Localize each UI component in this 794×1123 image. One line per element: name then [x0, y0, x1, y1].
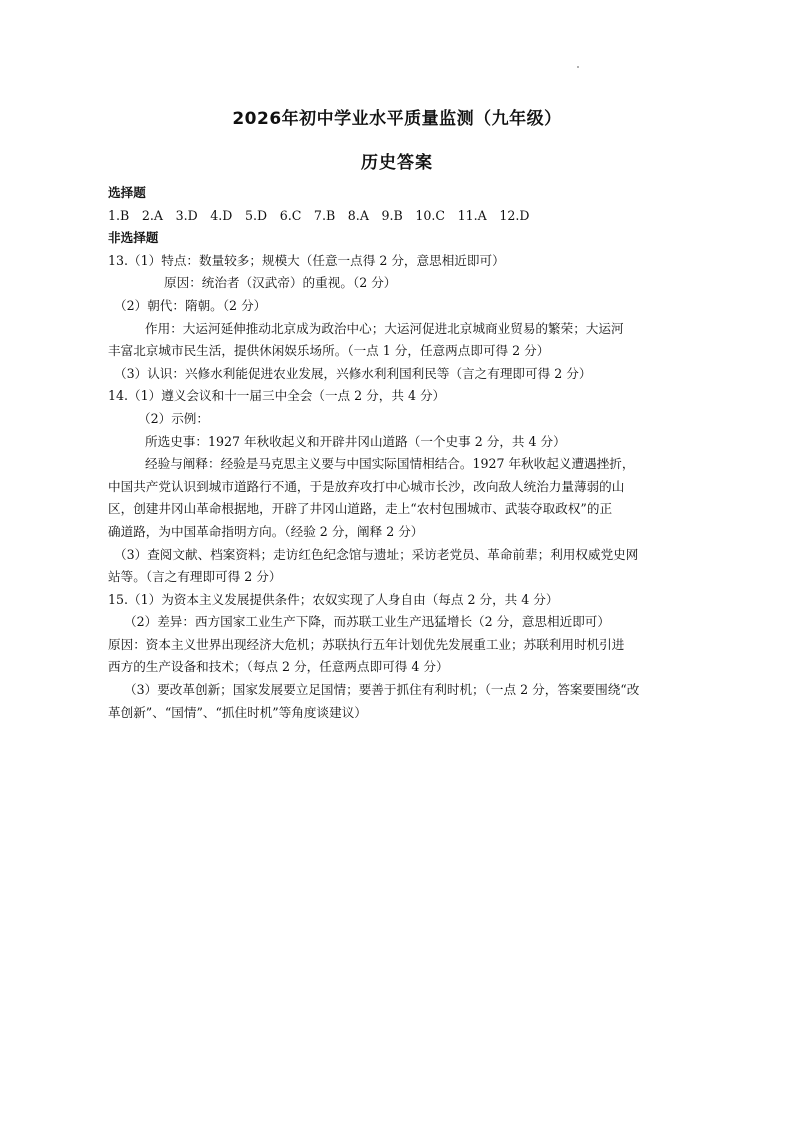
answer-line: 站等。（言之有理即可得 2 分） — [108, 569, 282, 585]
answer-line: 西方的生产设备和技术；（每点 2 分，任意两点即可得 4 分） — [108, 659, 449, 675]
page-subtitle: 历史答案 — [361, 153, 433, 173]
answer-line: 13.（1）特点：数量较多；规模大（任意一点得 2 分，意思相近即可） — [108, 252, 505, 268]
answer-line: 确道路，为中国革命指明方向。（经验 2 分，阐释 2 分） — [108, 523, 424, 539]
answer-line: 15.（1）为资本主义发展提供条件；农奴实现了人身自由（每点 2 分，共 4 分） — [108, 591, 559, 607]
answer-line: 经验与阐释：经验是马克思主义要与中国实际国情相结合。1927 年秋收起义遭遇挫折， — [145, 456, 635, 472]
answer-line: 中国共产党认识到城市道路行不通，于是放弃攻打中心城市长沙，改向敌人统治力量薄弱的山 — [108, 478, 625, 494]
answer-line: （2）差异：西方国家工业生产下降，而苏联工业生产迅猛增长（2 分，意思相近即可） — [124, 614, 610, 630]
answer-line: 作用：大运河延伸推动北京成为政治中心；大运河促进北京城商业贸易的繁荣；大运河 — [145, 320, 624, 336]
answer-line: 14.（1）遵义会议和十一届三中全会（一点 2 分，共 4 分） — [108, 388, 446, 404]
answer-line: 区，创建井冈山革命根据地，开辟了井冈山道路，走上“农村包围城市、武装夺取政权”的正 — [108, 501, 613, 517]
answer-body — [108, 182, 686, 724]
page-title: 2026年初中学业水平质量监测（九年级） — [232, 109, 562, 129]
answer-line: 原因：统治者（汉武帝）的重视。（2 分） — [164, 275, 397, 291]
answer-line: （2）朝代：隋朝。（2 分） — [114, 297, 267, 313]
answer-line: （3）认识：兴修水利能促进农业发展，兴修水利利国利民等（言之有理即可得 2 分） — [114, 365, 592, 381]
answer-line: 革创新”、“国情”、“抓住时机”等角度谈建议） — [108, 704, 367, 720]
answer-line: （3）查阅文献、档案资料；走访红色纪念馆与遗址；采访老党员、革命前辈；利用权威党史网 — [114, 546, 639, 562]
section-heading-multiple-choice: 选择题 — [108, 185, 146, 200]
answer-line: （3）要改革创新；国家发展要立足国情；要善于抓住有利时机；（一点 2 分，答案要围绕“改 — [124, 682, 640, 698]
answer-line: 丰富北京城市民生活，提供休闲娱乐场所。（一点 1 分，任意两点即可得 2 分） — [108, 343, 550, 359]
answer-line: 所选史事：1927 年秋收起义和开辟井冈山道路（一个史事 2 分，共 4 分） — [145, 433, 566, 449]
answer-line: 原因：资本主义世界出现经济大危机；苏联执行五年计划优先发展重工业；苏联利用时机引进 — [108, 636, 625, 652]
answer-line: （2）示例： — [138, 410, 209, 426]
scan-speck — [577, 66, 579, 68]
multiple-choice-answers: 1.B 2.A 3.D 4.D 5.D 6.C 7.B 8.A 9.B 10.C 11.A 12.D — [108, 207, 530, 223]
section-heading-non-multiple-choice: 非选择题 — [108, 230, 159, 246]
